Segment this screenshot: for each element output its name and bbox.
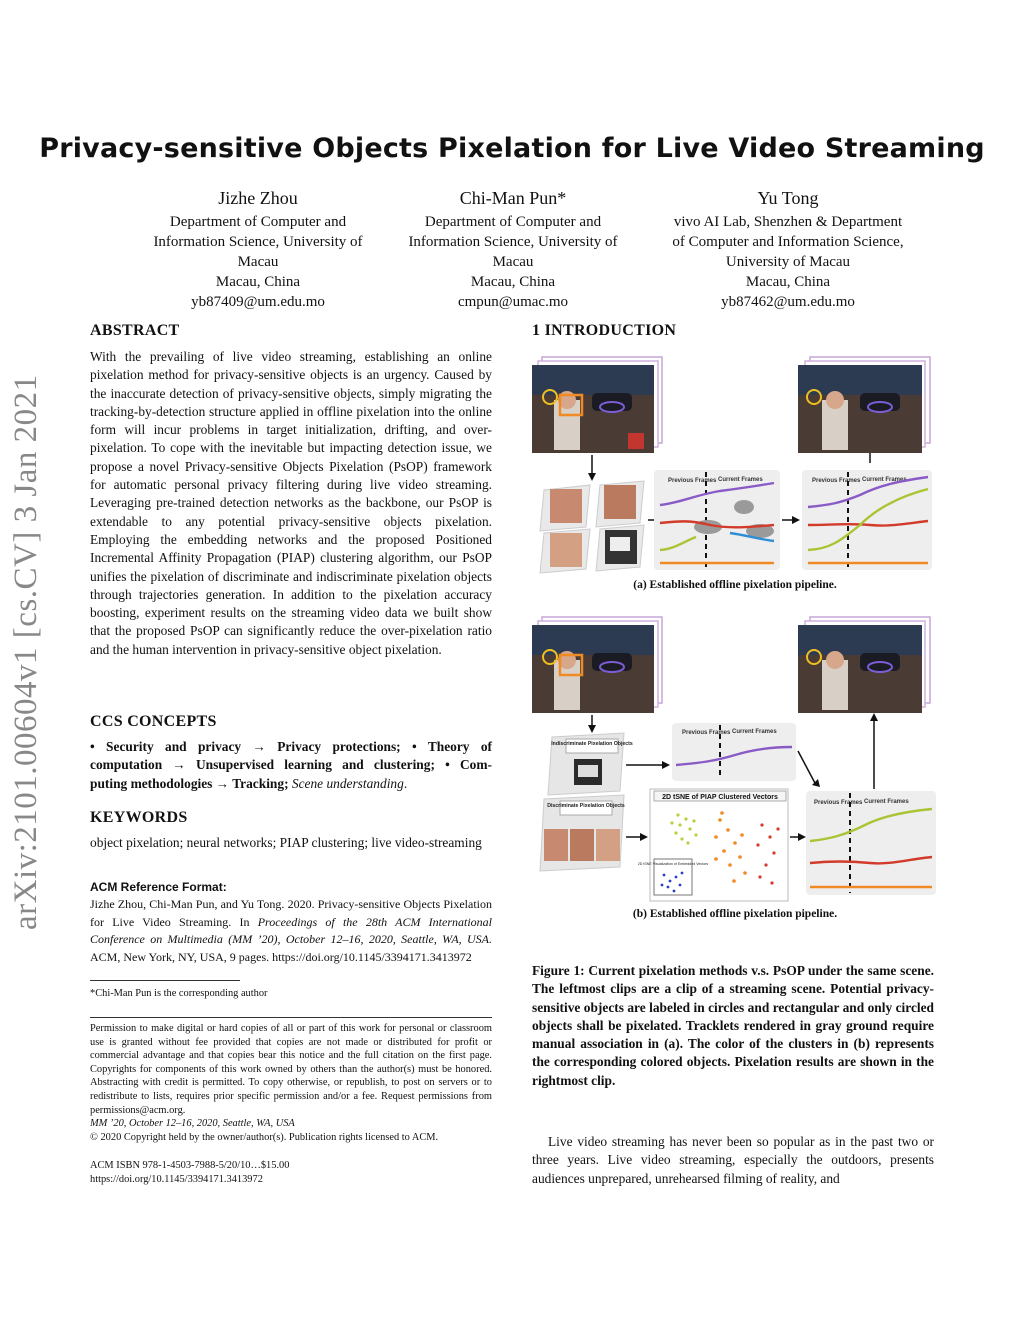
previous-frames-label: Previous Frames (682, 730, 731, 736)
venue-line: MM ’20, October 12–16, 2020, Seattle, WA, USA (90, 1118, 295, 1129)
figure-1b-caption: (b) Established offline pixelation pipeline. (632, 908, 838, 920)
author-name: Jizhe Zhou (218, 188, 298, 208)
author-affiliation: University of Macau (725, 254, 851, 270)
author-affiliation: Macau (492, 254, 534, 270)
tracklets-panel-result (802, 470, 932, 570)
abstract-text: With the prevailing of live video streaming, establishing an online pixelation method for privacy-sensitive objects is an urgency. Caused by the inaccurate detection of privacy-sensitive objects, simply migrating the tracking-by-detection structure applied in offline pixelation into the online form will incur problems in target initialization, drifting, and over-pixelation. To cope with the inevitable but impacting detection issue, we propose a novel Privacy-sensitive Objects Pixelation (PsOP) framework for automatic personal privacy filtering during live video streaming. Leveraging pre-trained detection networks as the backbone, our PsOP is extendable to any potential privacy-sensitive objects pixelation. Employing the embedding networks and the proposed Positioned Incremental Affinity Propagation (PIAP) clustering algorithm, our PsOP unifies the pixelation of discriminate and indiscriminate pixelation objects through trajectories generation. In addition to the pixelation accuracy boosting, experiment results on the streaming video data we built show that the proposed PsOP can significantly reduce the over-pixelation ratio and the human intervention in privacy-sensitive object pixelation. (90, 349, 492, 657)
author-email: cmpun@umac.mo (457, 294, 569, 310)
acm-ref-part: Jizhe Zhou, Chi-Man Pun, and Yu Tong. 2020. Privacy-sensitive Objects Pixelation for Live Video Streaming. In (90, 897, 492, 929)
previous-frames-label: Previous Frames (812, 478, 861, 484)
author-name: Chi-Man Pun* (459, 188, 567, 208)
indiscriminate-tracklets (672, 723, 796, 781)
author-location: Macau, China (470, 274, 556, 290)
permission-divider (90, 1017, 492, 1018)
output-clip-stack (798, 357, 930, 453)
ccs-line-part: Scene understanding (291, 775, 404, 791)
keywords-text: object pixelation; neural networks; PIAP clustering; live video-streaming (90, 835, 482, 850)
author-location: Macau, China (215, 274, 301, 290)
acm-ref-text (90, 896, 492, 966)
isbn-line: ACM ISBN 978-1-4503-7988-5/20/10…$15.00 (90, 1160, 290, 1171)
figure-1b (530, 615, 940, 905)
tsne-panel (638, 789, 788, 901)
acm-ref-proceedings: Proceedings of the 28th ACM International Conference on Multimedia (MM ’20), October 12–16, 2020, Seattle, WA, USA. (90, 914, 492, 946)
input-clip-stack (532, 617, 662, 713)
previous-frames-label: Previous Frames (814, 800, 863, 806)
author-affiliation: of Computer and Information Science, (672, 234, 904, 250)
current-frames-label: Current Frames (718, 477, 763, 483)
ccs-line: • Security and privacy → Privacy protections; • Theory of (90, 739, 492, 754)
current-frames-label: Current Frames (862, 477, 907, 483)
ccs-line-part: . (403, 775, 408, 791)
author-location: Macau, China (745, 274, 831, 290)
author-block-3 (647, 186, 929, 312)
doi-line: https://doi.org/10.1145/3394171.3413972 (90, 1174, 263, 1185)
author-affiliation: Information Science, University of (408, 234, 618, 250)
author-block-2 (373, 186, 653, 312)
paper-title: Privacy-sensitive Objects Pixelation for Live Video Streaming (39, 133, 985, 164)
discriminate-panel (540, 795, 625, 871)
ccs-line: computation → Unsupervised learning and clustering; • Com- (90, 757, 492, 773)
author-block-1 (118, 186, 398, 312)
ccs-heading: CCS CONCEPTS (90, 713, 217, 730)
previous-frames-label: Previous Frames (668, 478, 717, 484)
figure-1a (530, 355, 940, 577)
tracklets-panel (654, 470, 780, 570)
figure-1-caption: Figure 1: Current pixelation methods v.s. PsOP under the same scene. The leftmost clips are a clip of a streaming scene. Potential privacy-sensitive objects are labeled in circles and rectangular and only circled objects shall be pixelated. Tracklets rendered in gray ground require manual association in (a). The color of the clusters in (b) represents the corresponding colored objects. Pixelation results are shown in the rightmost clip. (532, 963, 934, 1088)
footnote-divider (90, 980, 240, 981)
output-clip-stack (798, 617, 930, 713)
keywords-heading: KEYWORDS (90, 809, 188, 826)
author-affiliation: Macau (237, 254, 279, 270)
indiscriminate-label: Indiscriminate Pixelation Objects (551, 741, 633, 747)
abstract-heading: ABSTRACT (90, 322, 180, 339)
copyright-line: © 2020 Copyright held by the owner/author(s). Publication rights licensed to ACM. (90, 1132, 439, 1143)
author-affiliation: Information Science, University of (153, 234, 363, 250)
indiscriminate-panel (548, 733, 633, 795)
tsne-title: 2D tSNE of PIAP Clustered Vectors (662, 794, 778, 801)
author-email: yb87462@um.edu.mo (721, 294, 855, 310)
footnote: *Chi-Man Pun is the corresponding author (90, 988, 268, 999)
current-frames-label: Current Frames (864, 799, 909, 805)
permission-text: Permission to make digital or hard copies of all or part of this work for personal or classroom use is granted without fee provided that copies are not made or distributed for profit or commercial advantage and that copies bear this notice and the full citation on the first page. Copyrights for components of this work owned by others than the author(s) must be honored. Abstracting with credit is permitted. To copy otherwise, or republish, to post on servers or to redistribute to lists, requires prior specific permission and/or a fee. Request permissions from permissions@acm.org. (90, 1023, 492, 1116)
discriminate-label: Discriminate Pixelation Objects (547, 803, 625, 809)
current-frames-label: Current Frames (732, 729, 777, 735)
author-affiliation: vivo AI Lab, Shenzhen & Department (673, 214, 903, 230)
introduction-heading: 1 INTRODUCTION (532, 322, 677, 339)
ccs-line-part: puting methodologies → Tracking; (90, 775, 292, 791)
author-email: yb87409@um.edu.mo (191, 294, 325, 310)
arxiv-identifier: arXiv:2101.00604v1 [cs.CV] 3 Jan 2021 (8, 374, 44, 930)
author-affiliation: Department of Computer and (424, 214, 602, 230)
result-tracklets (806, 791, 936, 895)
acm-ref-part: ACM, New York, NY, USA, 9 pages. https://doi.org/10.1145/3394171.3413972 (90, 949, 472, 964)
tsne-inset-label: 2D tSNE Visualization of Embedded Vectors (637, 862, 709, 866)
ccs-line (90, 775, 492, 793)
ccs-concepts (90, 738, 492, 793)
detected-crops (540, 481, 644, 573)
author-name: Yu Tong (757, 188, 819, 208)
introduction-text: Live video streaming has never been so popular as in the past two or three years. Live video streaming, especially the outdoors, presents audiences unprepared, unrehearsed filming of reality, and (532, 1134, 934, 1186)
figure-1a-caption: (a) Established offline pixelation pipeline. (633, 579, 837, 591)
input-clip-stack (532, 357, 662, 453)
acm-ref-heading: ACM Reference Format: (90, 880, 227, 894)
author-affiliation: Department of Computer and (169, 214, 347, 230)
